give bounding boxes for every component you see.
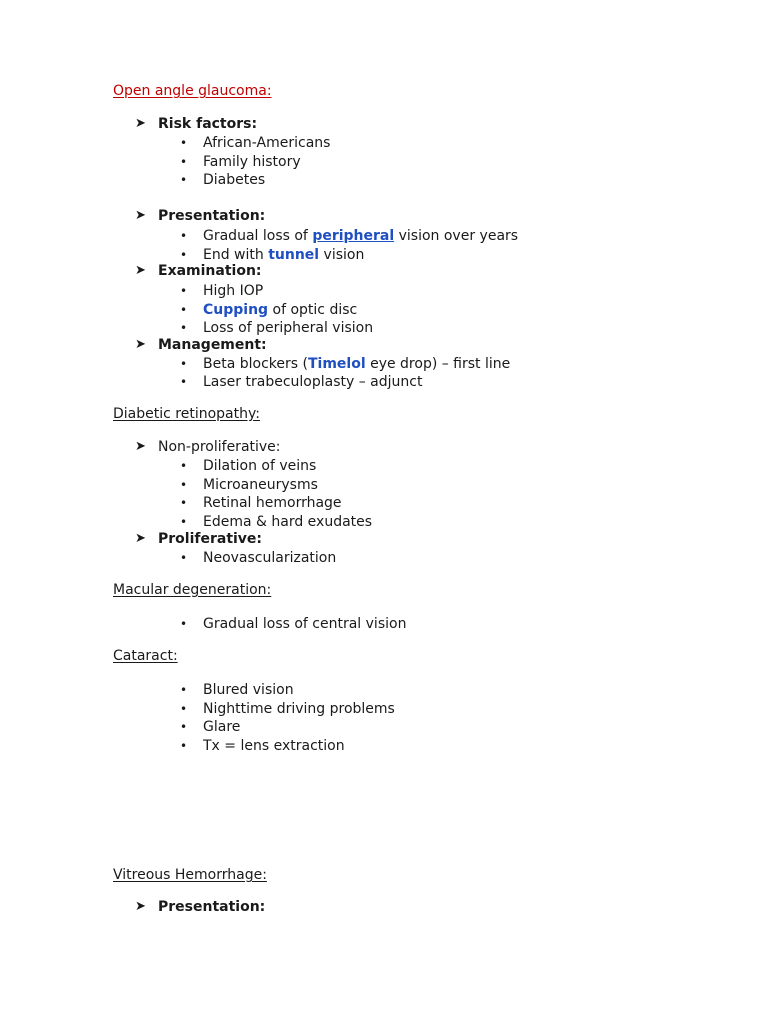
list-item-text (203, 247, 364, 263)
text-segment: eye drop) – first line (365, 356, 511, 372)
subheading-label: Non-proliferative: (158, 439, 281, 455)
list-item (180, 700, 395, 718)
bullet-icon: • (180, 321, 188, 335)
subheading-presentation (135, 207, 265, 225)
bullet-icon: • (180, 739, 188, 753)
text-segment: Nighttime driving problems (203, 701, 395, 717)
text-segment: Gradual loss of (203, 228, 313, 244)
bullet-icon: • (180, 284, 188, 298)
bullet-icon: • (180, 136, 188, 150)
subheading-label: Examination: (158, 263, 262, 279)
list-item (180, 227, 518, 245)
list-item-text (203, 495, 342, 511)
text-segment: Blured vision (203, 682, 294, 698)
list-item (180, 457, 316, 475)
section-heading-macular-degeneration: Macular degeneration: (113, 582, 272, 598)
list-item-text (203, 283, 263, 299)
text-segment: Gradual loss of central vision (203, 616, 407, 632)
list-item (180, 549, 336, 567)
section-heading-vitreous-hemorrhage: Vitreous Hemorrhage: (113, 867, 267, 883)
subheading-examination (135, 262, 262, 280)
arrow-bullet-icon: ➤ (135, 899, 146, 914)
bullet-icon: • (180, 720, 188, 734)
text-segment: Laser trabeculoplasty – adjunct (203, 374, 423, 390)
subheading-label: Management: (158, 337, 267, 353)
text-segment: End with (203, 247, 269, 263)
arrow-bullet-icon: ➤ (135, 208, 146, 223)
text-segment: vision over years (394, 228, 519, 244)
list-item (180, 301, 357, 319)
subheading-label: Proliferative: (158, 531, 263, 547)
bullet-icon: • (180, 303, 188, 317)
subheading-label: Presentation: (158, 208, 266, 224)
bullet-icon: • (180, 551, 188, 565)
list-item (180, 134, 330, 152)
emphasis-text: Cupping (203, 302, 269, 318)
list-item-text (203, 356, 510, 372)
text-segment: High IOP (203, 283, 264, 299)
text-segment: Loss of peripheral vision (203, 320, 374, 336)
section-heading-open-angle-glaucoma: Open angle glaucoma: (113, 83, 272, 99)
bullet-icon: • (180, 229, 188, 243)
list-item-text (203, 154, 301, 170)
bullet-icon: • (180, 515, 188, 529)
list-item-text (203, 302, 357, 318)
list-item-text (203, 458, 316, 474)
list-item-text (203, 514, 372, 530)
list-item (180, 718, 240, 736)
list-item (180, 282, 263, 300)
list-item-text (203, 719, 240, 735)
list-item-text (203, 738, 345, 754)
subheading-proliferative (135, 530, 262, 548)
subheading-non-proliferative (135, 438, 281, 456)
bullet-icon: • (180, 496, 188, 510)
arrow-bullet-icon: ➤ (135, 531, 146, 546)
arrow-bullet-icon: ➤ (135, 263, 146, 278)
section-heading-diabetic-retinopathy: Diabetic retinopathy: (113, 406, 260, 422)
bullet-icon: • (180, 248, 188, 262)
bullet-icon: • (180, 478, 188, 492)
subheading-label: Risk factors: (158, 116, 258, 132)
list-item (180, 615, 406, 633)
list-item-text (203, 135, 330, 151)
bullet-icon: • (180, 173, 188, 187)
text-segment: Diabetes (203, 172, 266, 188)
text-segment: Glare (203, 719, 241, 735)
subheading-presentation (135, 898, 265, 916)
text-segment: Beta blockers ( (203, 356, 308, 372)
text-segment: Neovascularization (203, 550, 337, 566)
emphasis-text: tunnel (268, 247, 320, 263)
emphasis-text: peripheral (312, 228, 395, 244)
list-item-text (203, 172, 265, 188)
bullet-icon: • (180, 702, 188, 716)
list-item (180, 513, 372, 531)
list-item-text (203, 701, 395, 717)
list-item (180, 373, 422, 391)
list-item-text (203, 616, 406, 632)
list-item-text (203, 374, 422, 390)
text-segment: Dilation of veins (203, 458, 317, 474)
list-item (180, 494, 342, 512)
list-item (180, 355, 510, 373)
emphasis-text: Timelol (307, 356, 366, 372)
list-item-text (203, 477, 318, 493)
text-segment: vision (319, 247, 365, 263)
text-segment: Microaneurysms (203, 477, 318, 493)
list-item (180, 737, 345, 755)
bullet-icon: • (180, 357, 188, 371)
bullet-icon: • (180, 617, 188, 631)
text-segment: Tx = lens extraction (203, 738, 345, 754)
list-item-text (203, 550, 336, 566)
bullet-icon: • (180, 155, 188, 169)
bullet-icon: • (180, 375, 188, 389)
bullet-icon: • (180, 459, 188, 473)
text-segment: of optic disc (268, 302, 358, 318)
subheading-risk-factors (135, 115, 257, 133)
arrow-bullet-icon: ➤ (135, 337, 146, 352)
text-segment: African-Americans (203, 135, 331, 151)
list-item (180, 681, 294, 699)
text-segment: Edema & hard exudates (203, 514, 373, 530)
list-item-text (203, 320, 373, 336)
subheading-label: Presentation: (158, 899, 266, 915)
arrow-bullet-icon: ➤ (135, 116, 146, 131)
bullet-icon: • (180, 683, 188, 697)
arrow-bullet-icon: ➤ (135, 439, 146, 454)
list-item (180, 171, 265, 189)
list-item (180, 319, 373, 337)
subheading-management (135, 336, 267, 354)
list-item (180, 153, 301, 171)
list-item (180, 476, 318, 494)
list-item-text (203, 228, 518, 244)
list-item-text (203, 682, 294, 698)
section-heading-cataract: Cataract: (113, 648, 178, 664)
text-segment: Family history (203, 154, 301, 170)
text-segment: Retinal hemorrhage (203, 495, 342, 511)
